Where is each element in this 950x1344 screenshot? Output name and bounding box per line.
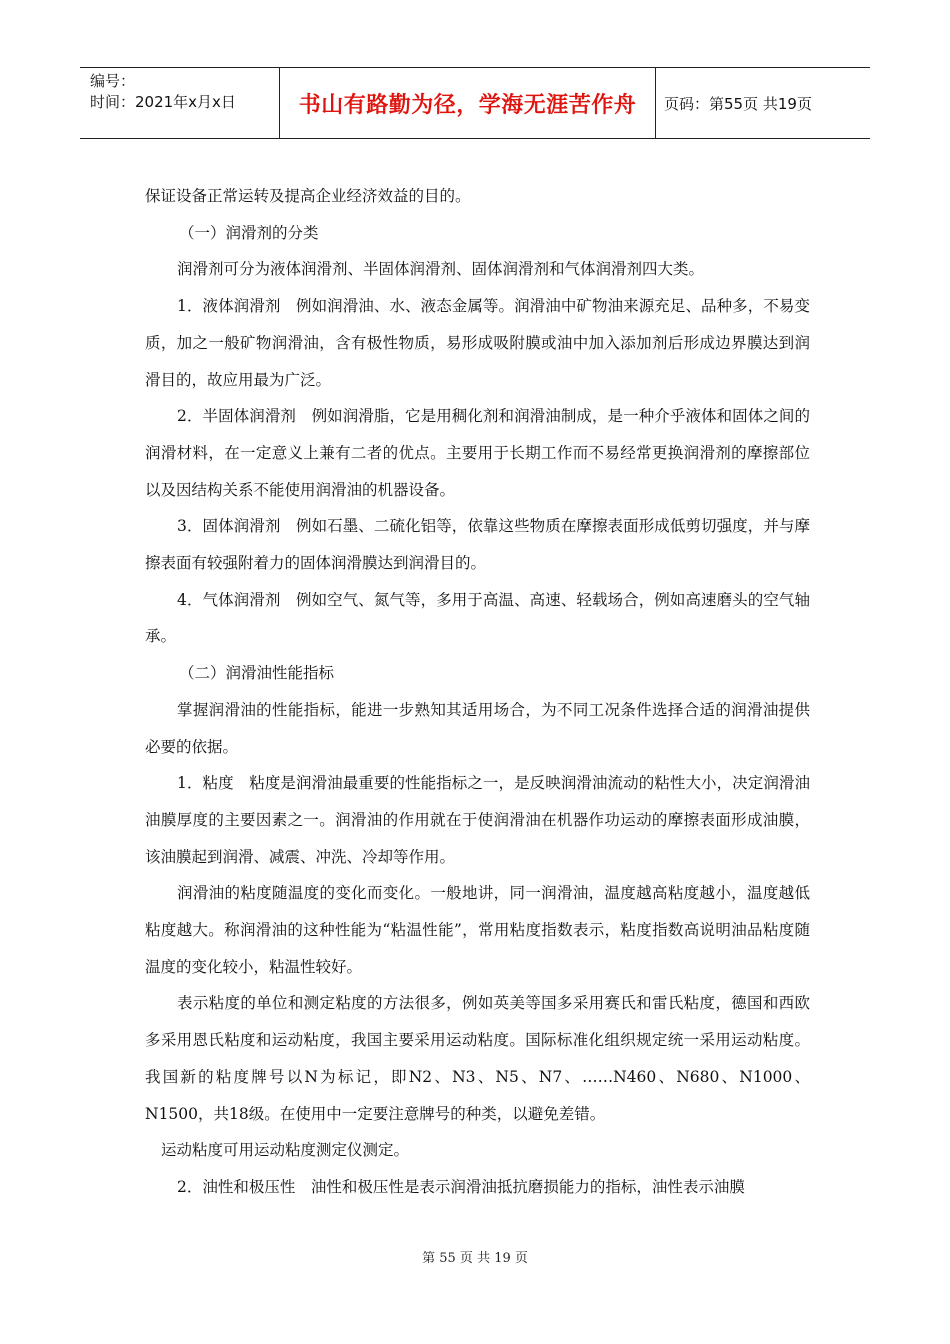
paragraph: 1．粘度 粘度是润滑油最重要的性能指标之一，是反映润滑油流动的粘性大小，决定润滑油油膜厚度的主要因素之一。润滑油的作用就在于使润滑油在机器作功运动的摩擦表面形成油膜，该油膜起到润滑、减震、冲洗、冷却等作用。: [145, 774, 810, 866]
number-label: 编号：: [90, 72, 136, 90]
paragraph: 润滑油的粘度随温度的变化而变化。一般地讲，同一润滑油，温度越高粘度越小，温度越低粘度越大。称润滑油的这种性能为“粘温性能”，常用粘度指数表示，粘度指数高说明油品粘度随温度的变化较小，粘温性较好。: [145, 884, 810, 976]
paragraph: 表示粘度的单位和测定粘度的方法很多，例如英美等国多采用赛氏和雷氏粘度，德国和西欧多采用恩氏粘度和运动粘度，我国主要采用运动粘度。国际标准化组织规定统一采用运动粘度。我国新的粘度牌号以N为标记，即N2、N3、N5、N7、……N460、N680、N1000、N1500，共18级。在使用中一定要注意牌号的种类，以避免差错。: [145, 994, 810, 1123]
paragraph: 2．油性和极压性 油性和极压性是表示润滑油抵抗磨损能力的指标，油性表示油膜: [177, 1177, 745, 1196]
paragraph: 掌握润滑油的性能指标，能进一步熟知其适用场合，为不同工况条件选择合适的润滑油提供必要的依据。: [145, 700, 810, 756]
section-heading-2: （二）润滑油性能指标: [179, 664, 335, 683]
page-footer: 第 55 页 共 19 页: [422, 1251, 528, 1266]
paragraph-continuation: 保证设备正常运转及提高企业经济效益的目的。: [145, 187, 471, 205]
paragraph: 3．固体润滑剂 例如石墨、二硫化铝等，依靠这些物质在摩擦表面形成低剪切强度，并与摩擦表面有较强附着力的固体润滑膜达到润滑目的。: [145, 517, 810, 573]
paragraph: 1．液体润滑剂 例如润滑油、水、液态金属等。润滑油中矿物油来源充足、品种多，不易变质，加之一般矿物润滑油，含有极性物质，易形成吸附膜或油中加入添加剂后形成边界膜达到润滑目的，故应用最为广泛。: [145, 297, 810, 389]
header-page-info: 页码：第55页 共19页: [664, 94, 812, 113]
header-motto: 书山有路勤为径，学海无涯苦作舟: [280, 68, 656, 138]
paragraph: 4．气体润滑剂 例如空气、氮气等，多用于高温、高速、轻载场合，例如高速磨头的空气轴承。: [145, 590, 810, 646]
page-header: [80, 67, 870, 139]
paragraph: 润滑剂可分为液体润滑剂、半固体润滑剂、固体润滑剂和气体润滑剂四大类。: [177, 260, 705, 279]
paragraph: 2．半固体润滑剂 例如润滑脂，它是用稠化剂和润滑油制成，是一种介乎液体和固体之间的润滑材料，在一定意义上兼有二者的优点。主要用于长期工作而不易经常更换润滑剂的摩擦部位以及因结构关系不能使用润滑油的机器设备。: [145, 407, 810, 499]
section-heading-1: （一）润滑剂的分类: [179, 223, 319, 242]
paragraph: 运动粘度可用运动粘度测定仪测定。: [161, 1141, 410, 1160]
time-label: 时间：2021年x月x日: [90, 93, 236, 111]
document-body: [145, 178, 810, 1206]
header-meta: [80, 68, 280, 138]
